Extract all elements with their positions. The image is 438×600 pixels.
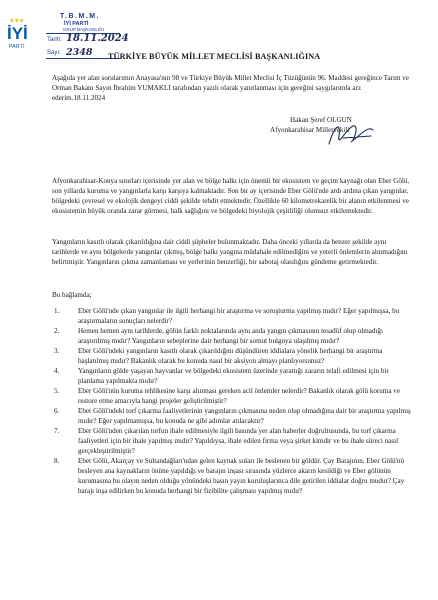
question-number: 7.: [54, 427, 60, 435]
question-text: Eber Gölü'ndeki yangınların kasıtlı olarak çıkarıldığını düşündüren iddialara yönelik herhangi bir araştırma başlatılmış mıdır? Bakanlık olarak bu konuda nasıl bir aksiyon almayı planlıyorsunuz?: [78, 347, 383, 365]
stamp-line-1: T.B.M.M.: [60, 13, 100, 20]
question-number: 4.: [54, 367, 60, 375]
body-paragraph-1: Afyonkarahisar-Konya sınırları içerisinde yer alan ve bölge halkı için önemli bir ekosistem ve geçim kaynağı olan Eber Gölü, son yıllarda kuruma ve yangınlarla karşı karşıya kalmaktadır. Son bir ay içerisinde Eber Gölü'nde ardı ardına çıkan yangınlar, bölgedeki çevresel ve ekolojik dengeyi ciddi şekilde tehdit etmektedir. Özellikle 60 kilometrekarelik bir alanın etkilenmesi ve ekosistemin büyük oranda zarar görmesi, halk sağlığını ve bölgedeki biyolojik çeşitliliği olumsuz etkilemektedir.: [52, 177, 410, 215]
party-logo-mark: İYİ: [7, 24, 28, 43]
question-number: 5.: [54, 387, 60, 395]
question-list: [52, 306, 414, 496]
document-title: TÜRKİYE BÜYÜK MİLLET MECLİSİ BAŞKANLIĞINA: [108, 52, 321, 61]
question-item: [52, 326, 414, 346]
body-paragraph-3: Bu bağlamda;: [52, 291, 92, 299]
question-item: [52, 386, 414, 406]
question-text: Eber Gölü, Akarçay ve Sultandağları'ndan gelen kaynak suları ile beslenen bir göldür. Çay Barajının, Eber Gölü'nü besleyen ana kaynakların önüne yapıldığı ve barajın inşası sırasında yüzlerce akarın kesildiği ve Eber gölünün kurumasına bu olayın neden olduğu yönündeki basın yayın kuruluşlarınca dile getirilen iddialar doğru mudur? Çay barajı inşa edilirken bu konuda herhangi bir fizibilite çalışması yapılmış mıdır?: [78, 457, 405, 495]
signatory-role: Afyonkarahisar Milletvekili: [270, 126, 350, 134]
question-item: [52, 426, 414, 456]
party-logo-sub: PARTİ: [9, 44, 25, 50]
question-text: Yangınların gölde yaşayan hayvanlar ve bölgedeki ekosistem üzerinde yarattığı zararın telafi edilmesi için bir planlama yapılmakta mıdır?: [78, 367, 389, 385]
party-logo: [6, 16, 34, 60]
stamp-number-label: Sayı:: [47, 50, 61, 56]
question-number: 1.: [54, 307, 60, 315]
stars-icon: ✶✶✶: [9, 17, 24, 25]
question-text: Eber Gölü'ndeki torf çıkarma faaliyetlerinin yangınların çıkmasına neden olup olmadığına dair bir araştırma yapılmış mıdır? Eğer yapılmamışsa, bu konuda ne gibi adımlar atılacaktır?: [78, 407, 411, 425]
question-text: Hemen hemen aynı tarihlerde, gölün farklı noktalarında aynı anda yangın çıkmasının tesadüf olup olmadığı araştırılmış mıdır? Yangınların sebeplerine dair herhangi bir somut bulguya ulaşılmış mıdır?: [78, 327, 383, 345]
stamp-date-value: 18.11.2024: [66, 33, 129, 44]
stamp-date-label: Tarih:: [47, 37, 62, 43]
question-number: 3.: [54, 347, 60, 355]
question-number: 6.: [54, 407, 60, 415]
question-number: 2.: [54, 327, 60, 335]
question-text: Eber Gölü'nde çıkan yangınlar ile ilgili herhangi bir araştırma ve soruşturma yapılmış mıdır? Eğer yapılmışsa, bu araştırmaların sonuçları nelerdir?: [78, 307, 400, 325]
question-text: Eber Gölü'nün kuruma tehlikesine karşı alınması gereken acil önlemler nelerdir? Bakanlık olarak gölü koruma ve restore etme amacıyla hangi projeler geliştirilmiştir?: [78, 387, 400, 405]
signature-scribble: [325, 118, 377, 152]
question-item: [52, 366, 414, 386]
stamp-line-3: GRUP BAŞKANLIĞI: [63, 27, 104, 32]
stamp-number-value: 2348: [66, 47, 93, 58]
stamp-line-2: İYİ PARTİ: [64, 21, 89, 27]
question-item: [52, 456, 414, 496]
intro-paragraph: Aşağıda yer alan sorularımın Anayasa'nın 98 ve Türkiye Büyük Millet Meclisi İç Tüzüğünün 96. Maddesi gereğince Tarım ve Orman Bakanı Sayın İbrahim YUMAKLI tarafından yazılı olarak yanıtlanması için gereğini saygılarımla arz ederim.18.11.2024: [52, 74, 409, 102]
question-item: [52, 346, 414, 366]
question-item: [52, 406, 414, 426]
body-paragraph-2: Yangınların kasıtlı olarak çıkarıldığına dair ciddi şüpheler bulunmaktadır. Daha önceki yıllarda da benzer şekilde aynı tarihlerde ve aynı bölgelerde yangınlar çıkmış, bölge halkı yangına müdahale edilmediğini ve yeterli önlemlerin alınmadığını belirtmiştir. Yangınların çıkma zamanlaması ve yerlerinin benzerliği, bir sabotaj olasılığını gündeme getirmektedir.: [52, 238, 408, 266]
question-number: 8.: [54, 457, 60, 465]
signatory-name: Hakan Şeref OLGUN: [290, 116, 352, 124]
question-item: [52, 306, 414, 326]
question-text: Eber Gölü'nden çıkarılan torfun ihale edilmesiyle ilgili basında yer alan haberler doğrultusunda, bu torf çıkarma faaliyetleri için bir ihale yapılmış mıdır? Yapıldıysa, ihale edilen firma veya şirket kimdir ve bu ihale süreci nasıl gerçekleştirilmiştir?: [78, 427, 399, 455]
